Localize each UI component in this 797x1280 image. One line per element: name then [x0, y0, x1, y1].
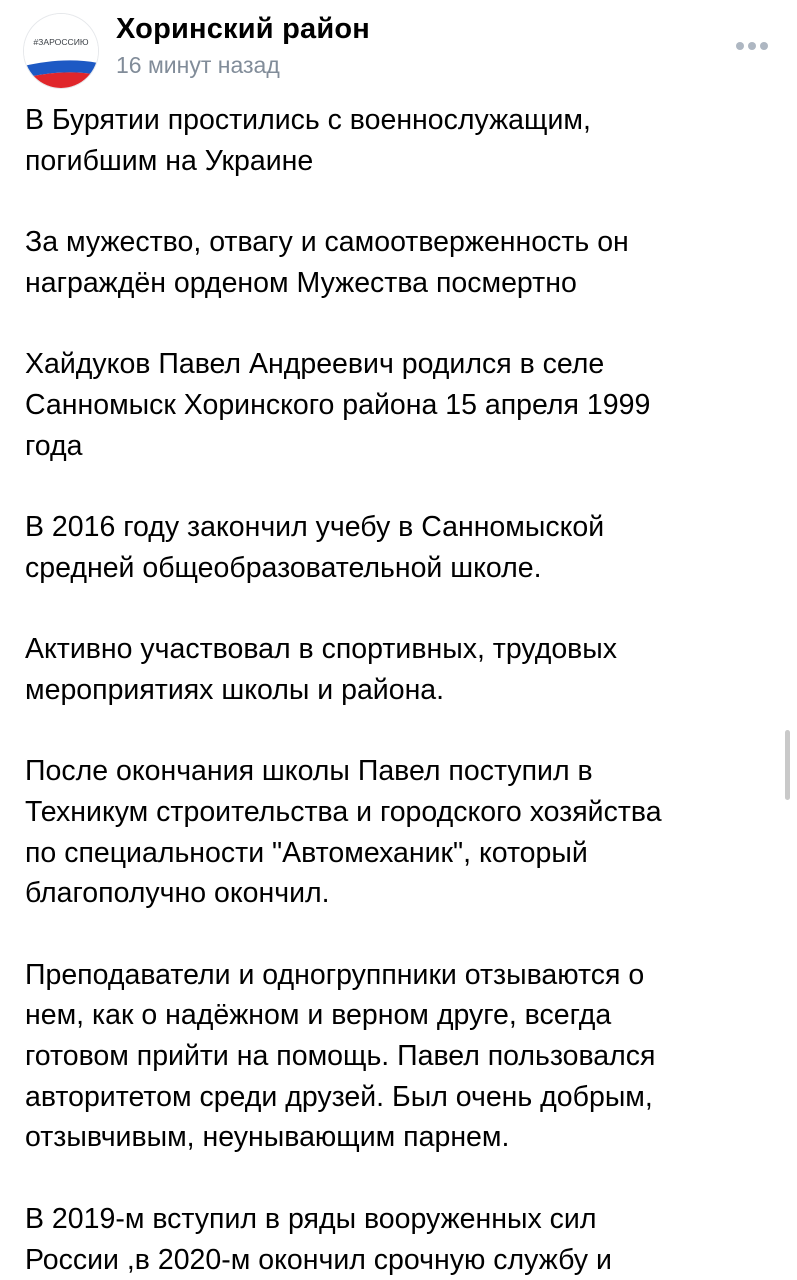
post-timestamp[interactable]: 16 минут назад: [116, 52, 280, 78]
post-paragraph: Преподаватели и одногруппники отзываются о нем, как о надёжном и верном друге, всегда готовом прийти на помощь. Павел пользовался авторитетом среди друзей. Был очень добрым, отзывчивым, неунывающим парнем.: [25, 958, 656, 1154]
post-paragraph: В 2016 году закончил учебу в Санномыской средней общеобразовательной школе.: [25, 510, 605, 584]
avatar-hashtag: #ЗАРОССИЮ: [33, 37, 89, 47]
more-horizontal-icon[interactable]: [730, 34, 774, 60]
flag-avatar-icon: [24, 14, 98, 88]
more-dot: [760, 42, 768, 50]
post-paragraph: В 2019-м вступил в ряды вооруженных сил России ,в 2020-м окончил срочную службу и: [25, 1202, 612, 1276]
more-dot: [748, 42, 756, 50]
more-dot: [736, 42, 744, 50]
post-text: [25, 100, 775, 1280]
post-paragraph: Активно участвовал в спортивных, трудовых мероприятиях школы и района.: [25, 633, 618, 706]
scrollbar[interactable]: [785, 730, 790, 800]
post-paragraph: После окончания школы Павел поступил в Техникум строительства и городского хозяйства по специальности "Автомеханик", который благополучно окончил.: [25, 755, 662, 910]
post-paragraph: За мужество, отвагу и самоотверженность он награждён орденом Мужества посмертно: [25, 226, 629, 299]
post-header: [0, 0, 797, 100]
post-paragraph: В Бурятии простились с военнослужащим, погибшим на Украине: [25, 104, 591, 177]
community-name[interactable]: Хоринский район: [116, 13, 370, 45]
community-avatar[interactable]: [24, 14, 98, 88]
post-paragraph: Хайдуков Павел Андреевич родился в селе Санномыск Хоринского района 15 апреля 1999 года: [25, 348, 651, 462]
